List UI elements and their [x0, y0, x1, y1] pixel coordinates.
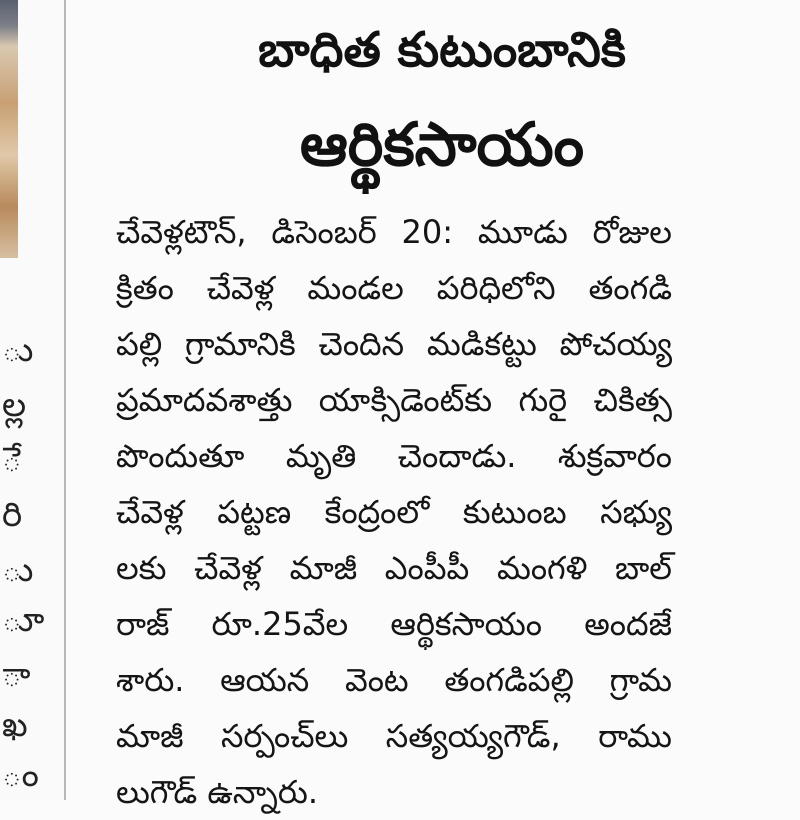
- article-line: లుగౌడ్ ఉన్నారు.: [116, 773, 319, 811]
- article-line: ప్రమాదవశాత్తు యాక్సిడెంట్‌కు గురై చికిత్స: [116, 381, 672, 419]
- headline-line-2: ఆర్థికసాయం: [299, 110, 585, 180]
- article-line: పల్లి గ్రామానికి చెందిన మడికట్టు పోచయ్య: [116, 325, 672, 363]
- article-line: మాజీ సర్పంచ్‌లు సత్యయ్యగౌడ్, రాము: [116, 717, 672, 755]
- adjacent-text-fragment: ా: [2, 655, 31, 695]
- adjacent-text-fragment: ు: [2, 550, 34, 590]
- article-body: [116, 204, 672, 820]
- adjacent-text-fragment: ే: [2, 440, 22, 480]
- article-line: రాజ్ రూ.25వేల ఆర్థికసాయం అందజే: [116, 605, 672, 643]
- article-line: శారు. ఆయన వెంట తంగడిపల్లి గ్రామ: [116, 661, 672, 699]
- adjacent-text-fragment: ూ: [2, 600, 45, 640]
- article-line: పొందుతూ మృతి చెందాడు. శుక్రవారం: [116, 437, 672, 475]
- article-line: లకు చేవెళ్ల మాజీ ఎంపీపీ మంగళి బాల్: [116, 549, 672, 587]
- adjacent-text-fragment: ం: [2, 755, 39, 795]
- adjacent-text-fragment: ు: [2, 330, 34, 370]
- adjacent-text-fragment: ఖ: [2, 705, 28, 745]
- adjacent-text-fragment: రి: [2, 495, 23, 535]
- article-line: క్రితం చేవెళ్ల మండల పరిధిలోని తంగడి: [116, 269, 672, 307]
- adjacent-article-column: [0, 0, 66, 800]
- article-line: చేవెళ్లటౌన్, డిసెంబర్ 20: మూడు రోజుల: [116, 213, 672, 251]
- headline-line-1: బాధిత కుటుంబానికి: [258, 22, 626, 78]
- adjacent-photo: [0, 0, 18, 258]
- adjacent-text-fragment: ల్ల: [2, 385, 27, 425]
- column-divider: [64, 0, 66, 800]
- article-line: చేవెళ్ల పట్టణ కేంద్రంలో కుటుంబ సభ్యు: [116, 493, 672, 531]
